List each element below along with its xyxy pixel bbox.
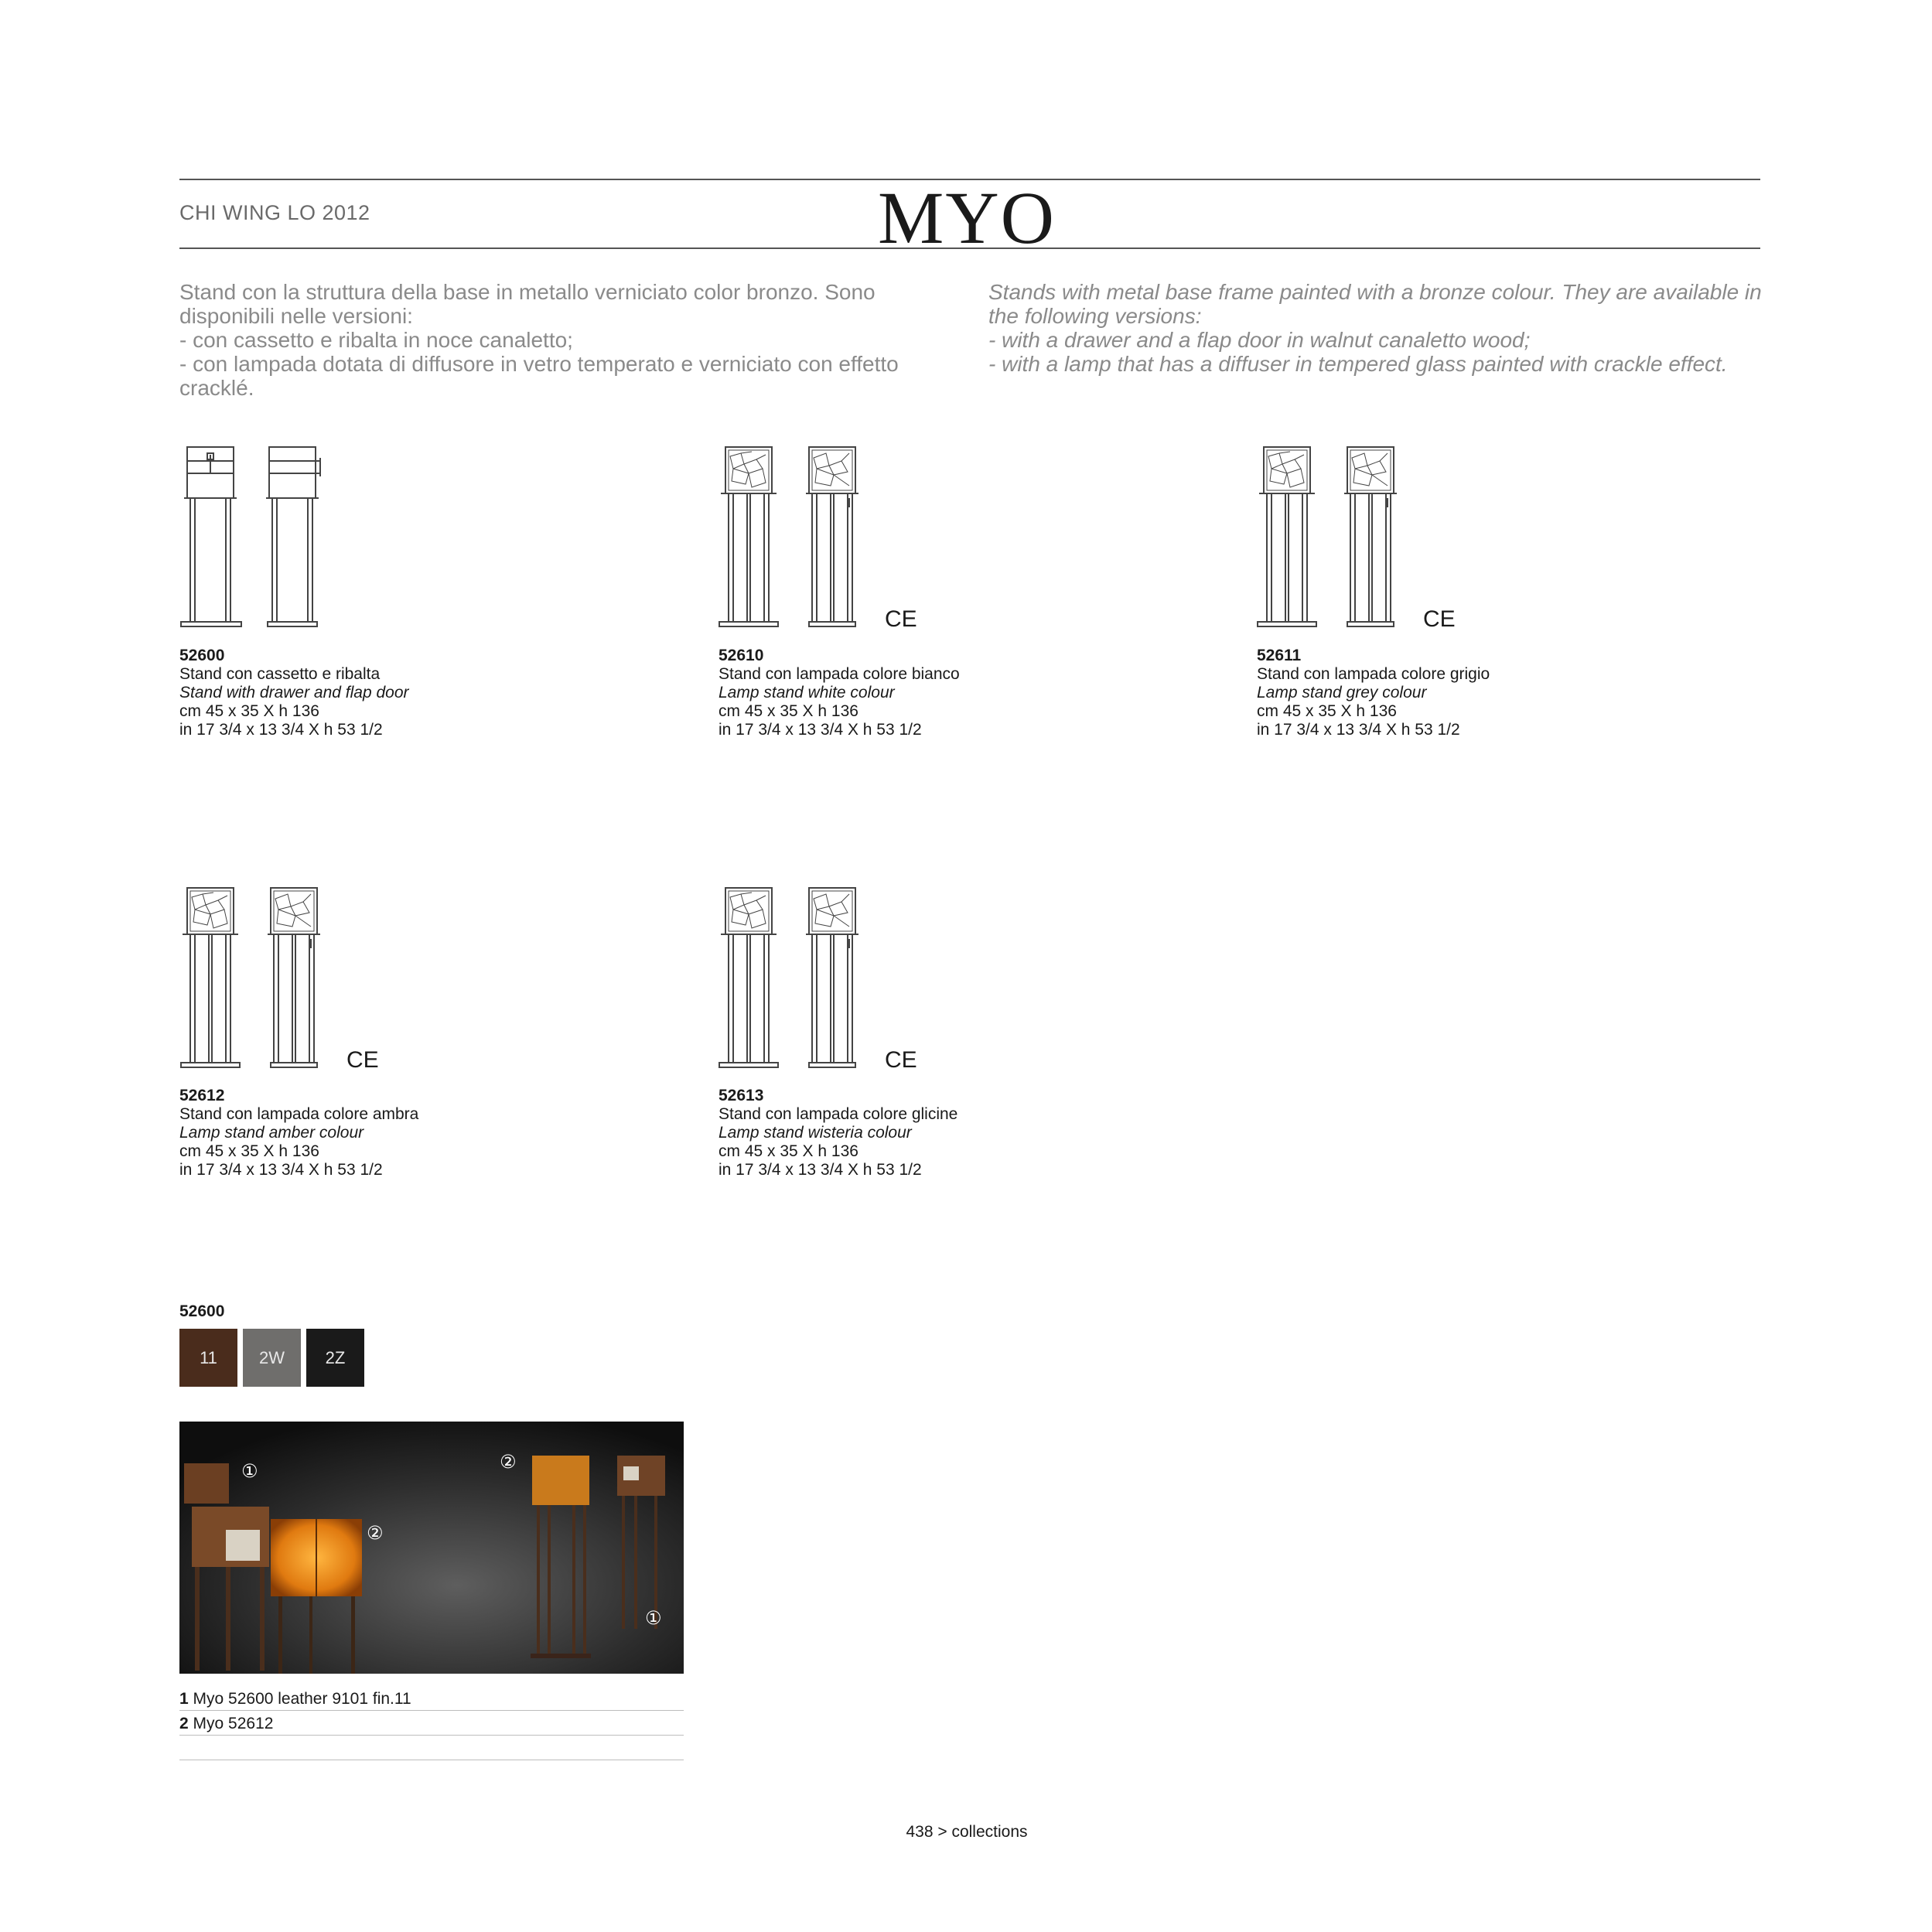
finish-swatch-black	[306, 1329, 364, 1387]
photo-marker: ②	[367, 1522, 384, 1544]
product-name-en: Lamp stand white colour	[719, 684, 895, 701]
product-code: 52613	[719, 1087, 764, 1104]
product-name-en: Stand with drawer and flap door	[179, 684, 409, 701]
caption-text: Myo 52612	[193, 1715, 274, 1732]
photo-marker: ①	[241, 1460, 258, 1482]
photo-marker: ①	[645, 1607, 662, 1629]
drawing-52611	[1256, 445, 1411, 628]
finish-swatch-label: 2Z	[325, 1347, 346, 1367]
caption-1	[179, 1689, 684, 1709]
product-info-52610	[719, 647, 960, 739]
desc-en-line: - with a lamp that has a diffuser in tempered glass painted with crackle effect.	[988, 352, 1728, 376]
page-footer: 438 > collections	[906, 1823, 1028, 1841]
product-size-in: in 17 3/4 x 13 3/4 X h 53 1/2	[719, 721, 922, 739]
product-info-52613	[719, 1087, 957, 1179]
drawing-52613	[718, 886, 872, 1069]
product-code: 52611	[1257, 647, 1302, 664]
desc-it-line: - con lampada dotata di diffusore in vetro temperato e verniciato con effetto cracklé.	[179, 352, 899, 400]
product-code: 52600	[179, 647, 225, 664]
desc-it-line: - con cassetto e ribalta in noce canaletto;	[179, 328, 573, 352]
product-name-it: Stand con lampada colore bianco	[719, 665, 960, 683]
product-size-cm: cm 45 x 35 X h 136	[1257, 702, 1397, 720]
finish-swatch-label: 11	[200, 1347, 217, 1367]
photo-marker: ②	[500, 1451, 517, 1473]
caption-2	[179, 1714, 684, 1734]
ce-mark-52611: CE	[1423, 606, 1456, 632]
product-name-it: Stand con cassetto e ribalta	[179, 665, 381, 683]
desc-en-line: Stands with metal base frame painted with a bronze colour. They are available in the following versions:	[988, 280, 1762, 328]
product-code: 52612	[179, 1087, 225, 1104]
finish-swatch-walnut	[179, 1329, 237, 1387]
drawing-52600	[179, 445, 334, 628]
product-name-en: Lamp stand wisteria colour	[719, 1124, 912, 1142]
product-info-52611	[1257, 647, 1490, 739]
ce-mark-52610: CE	[885, 606, 917, 632]
product-size-cm: cm 45 x 35 X h 136	[179, 1142, 319, 1160]
product-name-en: Lamp stand grey colour	[1257, 684, 1427, 701]
header-bottom-rule	[179, 247, 1760, 249]
drawing-52610	[718, 445, 872, 628]
designer-credit: CHI WING LO 2012	[179, 201, 370, 224]
caption-number: 2	[179, 1715, 189, 1732]
product-name-en: Lamp stand amber colour	[179, 1124, 364, 1142]
product-code: 52610	[719, 647, 764, 664]
caption-number: 1	[179, 1690, 189, 1708]
product-name-it: Stand con lampada colore grigio	[1257, 665, 1490, 683]
finish-product-code: 52600	[179, 1302, 225, 1320]
description-italian	[179, 280, 961, 400]
caption-divider	[179, 1735, 684, 1736]
product-size-cm: cm 45 x 35 X h 136	[179, 702, 319, 720]
caption-divider	[179, 1710, 684, 1711]
product-info-52612	[179, 1087, 418, 1179]
finish-swatch-label: 2W	[259, 1347, 285, 1367]
product-size-in: in 17 3/4 x 13 3/4 X h 53 1/2	[179, 1161, 383, 1179]
ce-mark-52612: CE	[346, 1047, 379, 1073]
page-title: MYO	[877, 176, 1056, 259]
product-size-cm: cm 45 x 35 X h 136	[719, 1142, 858, 1160]
description-english	[988, 280, 1770, 376]
product-photo	[179, 1422, 684, 1674]
product-name-it: Stand con lampada colore ambra	[179, 1105, 419, 1123]
product-name-it: Stand con lampada colore glicine	[719, 1105, 958, 1123]
finish-swatch-grey	[243, 1329, 301, 1387]
caption-text: Myo 52600 leather 9101 fin.11	[193, 1690, 411, 1708]
product-info-52600	[179, 647, 409, 739]
desc-en-line: - with a drawer and a flap door in walnut canaletto wood;	[988, 328, 1531, 352]
drawing-52612	[179, 886, 334, 1069]
product-size-cm: cm 45 x 35 X h 136	[719, 702, 858, 720]
product-size-in: in 17 3/4 x 13 3/4 X h 53 1/2	[179, 721, 383, 739]
ce-mark-52613: CE	[885, 1047, 917, 1073]
product-size-in: in 17 3/4 x 13 3/4 X h 53 1/2	[719, 1161, 922, 1179]
desc-it-line: Stand con la struttura della base in metallo verniciato color bronzo. Sono disponibili nelle versioni:	[179, 280, 876, 328]
product-size-in: in 17 3/4 x 13 3/4 X h 53 1/2	[1257, 721, 1460, 739]
